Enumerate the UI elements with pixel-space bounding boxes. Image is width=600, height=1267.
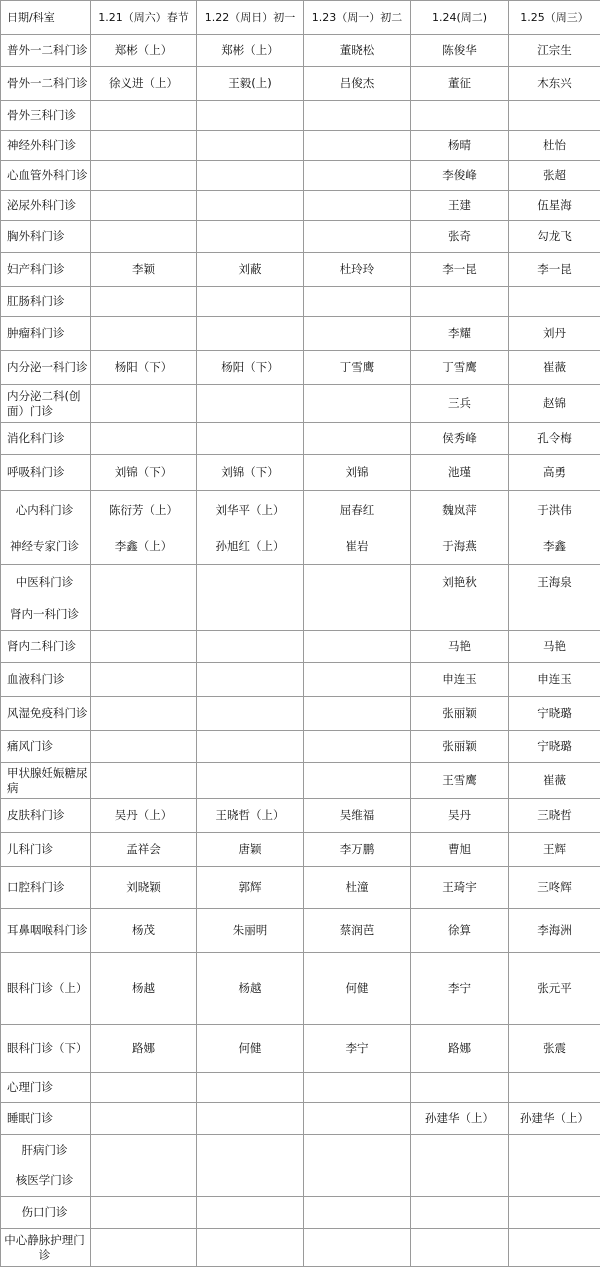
doctor-cell: [197, 101, 304, 131]
doctor-cell: [509, 101, 600, 131]
doctor-cell: [91, 317, 197, 351]
doctor-cell: [91, 1197, 197, 1229]
day-header: 1.24(周二): [411, 1, 509, 35]
doctor-cell: 张丽颖: [411, 731, 509, 763]
doctor-cell: [509, 1197, 600, 1229]
doctor-cell: [411, 1165, 509, 1197]
doctor-cell: [411, 1073, 509, 1103]
doctor-cell: 刘晓颖: [91, 867, 197, 909]
table-row: [1, 491, 600, 529]
dept-cell: 皮肤科门诊: [1, 799, 91, 833]
doctor-cell: 李一昆: [411, 253, 509, 287]
doctor-cell: 孙建华（上）: [411, 1103, 509, 1135]
doctor-cell: [91, 631, 197, 663]
dept-cell: 内分泌一科门诊: [1, 351, 91, 385]
doctor-cell: 李海洲: [509, 909, 600, 953]
doctor-cell: 崔薇: [509, 763, 600, 799]
doctor-cell: [91, 763, 197, 799]
doctor-cell: 宁晓璐: [509, 697, 600, 731]
table-row: [1, 799, 600, 833]
doctor-cell: 孔令梅: [509, 423, 600, 455]
dept-cell: 呼吸科门诊: [1, 455, 91, 491]
dept-cell: 肾内二科门诊: [1, 631, 91, 663]
doctor-cell: [509, 287, 600, 317]
doctor-cell: [304, 131, 411, 161]
doctor-cell: 董征: [411, 67, 509, 101]
doctor-cell: 何健: [304, 953, 411, 1025]
dept-cell: 眼科门诊（下）: [1, 1025, 91, 1073]
doctor-cell: [91, 599, 197, 631]
doctor-cell: [197, 191, 304, 221]
doctor-cell: [197, 1165, 304, 1197]
doctor-cell: [411, 101, 509, 131]
doctor-cell: [197, 287, 304, 317]
dept-cell: 泌尿外科门诊: [1, 191, 91, 221]
table-row: [1, 1073, 600, 1103]
table-row: [1, 1103, 600, 1135]
doctor-cell: [91, 423, 197, 455]
doctor-cell: 李俊峰: [411, 161, 509, 191]
doctor-cell: [91, 1073, 197, 1103]
dept-cell: 普外一二科门诊: [1, 35, 91, 67]
day-header: 1.23（周一）初二: [304, 1, 411, 35]
doctor-cell: 徐义进（上）: [91, 67, 197, 101]
dept-cell: 骨外三科门诊: [1, 101, 91, 131]
corner-header: 日期/科室: [1, 1, 91, 35]
table-row: [1, 101, 600, 131]
doctor-cell: 刘蔽: [197, 253, 304, 287]
doctor-cell: [304, 1229, 411, 1267]
doctor-cell: 张丽颖: [411, 697, 509, 731]
dept-cell: 伤口门诊: [1, 1197, 91, 1229]
doctor-cell: 吴丹（上）: [91, 799, 197, 833]
doctor-cell: 崔岩: [304, 529, 411, 565]
doctor-cell: 蔡润芭: [304, 909, 411, 953]
doctor-cell: [304, 161, 411, 191]
doctor-cell: 何健: [197, 1025, 304, 1073]
doctor-cell: 李鑫（上）: [91, 529, 197, 565]
doctor-cell: 伍星海: [509, 191, 600, 221]
doctor-cell: [304, 599, 411, 631]
doctor-cell: [91, 191, 197, 221]
day-header: 1.21（周六）春节: [91, 1, 197, 35]
doctor-cell: 刘丹: [509, 317, 600, 351]
table-row: [1, 1165, 600, 1197]
doctor-cell: [91, 1165, 197, 1197]
dept-cell: 心理门诊: [1, 1073, 91, 1103]
doctor-cell: 于洪伟: [509, 491, 600, 529]
table-row: [1, 317, 600, 351]
doctor-cell: 刘艳秋: [411, 565, 509, 599]
doctor-cell: 杜潼: [304, 867, 411, 909]
doctor-cell: 张超: [509, 161, 600, 191]
doctor-cell: [91, 221, 197, 253]
dept-cell: 肿瘤科门诊: [1, 317, 91, 351]
doctor-cell: 李一昆: [509, 253, 600, 287]
doctor-cell: 申连玉: [509, 663, 600, 697]
doctor-cell: 李宁: [304, 1025, 411, 1073]
doctor-cell: 于海燕: [411, 529, 509, 565]
doctor-cell: [91, 565, 197, 599]
header-row: [1, 1, 600, 35]
table-row: [1, 663, 600, 697]
table-row: [1, 191, 600, 221]
table-row: [1, 867, 600, 909]
table-row: [1, 731, 600, 763]
doctor-cell: [304, 385, 411, 423]
dept-cell: 血液科门诊: [1, 663, 91, 697]
dept-cell: 神经外科门诊: [1, 131, 91, 161]
dept-cell: 耳鼻咽喉科门诊: [1, 909, 91, 953]
doctor-cell: [304, 731, 411, 763]
doctor-cell: [91, 287, 197, 317]
doctor-cell: [304, 697, 411, 731]
table-row: [1, 1135, 600, 1165]
day-header: 1.25（周三）: [509, 1, 600, 35]
doctor-cell: [91, 731, 197, 763]
doctor-cell: [304, 317, 411, 351]
doctor-cell: [304, 763, 411, 799]
doctor-cell: 侯秀峰: [411, 423, 509, 455]
doctor-cell: [197, 599, 304, 631]
doctor-cell: 杨茂: [91, 909, 197, 953]
doctor-cell: 池瑾: [411, 455, 509, 491]
doctor-cell: [509, 1073, 600, 1103]
doctor-cell: [304, 1103, 411, 1135]
doctor-cell: 董晓松: [304, 35, 411, 67]
doctor-cell: [197, 663, 304, 697]
doctor-cell: [304, 1135, 411, 1165]
doctor-cell: 马艳: [509, 631, 600, 663]
doctor-cell: [509, 599, 600, 631]
doctor-cell: 李鑫: [509, 529, 600, 565]
doctor-cell: 申连玉: [411, 663, 509, 697]
table-row: [1, 909, 600, 953]
dept-cell: 胸外科门诊: [1, 221, 91, 253]
dept-cell: 心内科门诊: [1, 491, 91, 529]
doctor-cell: 丁雪鹰: [304, 351, 411, 385]
doctor-cell: 杨越: [91, 953, 197, 1025]
doctor-cell: 屈春红: [304, 491, 411, 529]
doctor-cell: 三兵: [411, 385, 509, 423]
dept-cell: 骨外一二科门诊: [1, 67, 91, 101]
doctor-cell: [197, 317, 304, 351]
doctor-cell: 杨越: [197, 953, 304, 1025]
doctor-cell: 路娜: [411, 1025, 509, 1073]
table-row: [1, 221, 600, 253]
doctor-cell: 三咚辉: [509, 867, 600, 909]
doctor-cell: 李颖: [91, 253, 197, 287]
doctor-cell: 刘锦（下）: [91, 455, 197, 491]
doctor-cell: [411, 1135, 509, 1165]
doctor-cell: [197, 131, 304, 161]
doctor-cell: [197, 565, 304, 599]
doctor-cell: [411, 1229, 509, 1267]
table-row: [1, 599, 600, 631]
doctor-cell: [91, 131, 197, 161]
doctor-cell: 杜怡: [509, 131, 600, 161]
doctor-cell: 杜玲玲: [304, 253, 411, 287]
doctor-cell: 马艳: [411, 631, 509, 663]
doctor-cell: 吴丹: [411, 799, 509, 833]
doctor-cell: 郑彬（上）: [197, 35, 304, 67]
dept-cell: 痛风门诊: [1, 731, 91, 763]
doctor-cell: [304, 423, 411, 455]
dept-cell: 神经专家门诊: [1, 529, 91, 565]
dept-cell: 内分泌二科(创面）门诊: [1, 385, 91, 423]
doctor-cell: [91, 1229, 197, 1267]
doctor-cell: [304, 565, 411, 599]
table-row: [1, 287, 600, 317]
dept-cell: 核医学门诊: [1, 1165, 91, 1197]
dept-cell: 甲状腺妊娠糖尿病: [1, 763, 91, 799]
table-row: [1, 455, 600, 491]
doctor-cell: [197, 1135, 304, 1165]
table-row: [1, 351, 600, 385]
doctor-cell: 崔薇: [509, 351, 600, 385]
doctor-cell: [411, 287, 509, 317]
table-row: [1, 565, 600, 599]
doctor-cell: 孟祥会: [91, 833, 197, 867]
doctor-cell: 杨阳（下）: [197, 351, 304, 385]
doctor-cell: 路娜: [91, 1025, 197, 1073]
doctor-cell: 吴维福: [304, 799, 411, 833]
doctor-cell: 吕俊杰: [304, 67, 411, 101]
doctor-cell: 王毅(上): [197, 67, 304, 101]
table-row: [1, 1229, 600, 1267]
doctor-cell: [197, 763, 304, 799]
doctor-cell: 陈衍芳（上）: [91, 491, 197, 529]
doctor-cell: 刘锦: [304, 455, 411, 491]
dept-cell: 肾内一科门诊: [1, 599, 91, 631]
table-row: [1, 763, 600, 799]
table-row: [1, 1197, 600, 1229]
doctor-cell: [197, 385, 304, 423]
doctor-cell: 江宗生: [509, 35, 600, 67]
doctor-cell: [304, 221, 411, 253]
doctor-cell: [411, 599, 509, 631]
dept-cell: 风湿免疫科门诊: [1, 697, 91, 731]
doctor-cell: [197, 697, 304, 731]
doctor-cell: 王晓哲（上）: [197, 799, 304, 833]
doctor-cell: 曹旭: [411, 833, 509, 867]
table-row: [1, 697, 600, 731]
doctor-cell: 王雪鹰: [411, 763, 509, 799]
doctor-cell: 张震: [509, 1025, 600, 1073]
doctor-cell: [91, 385, 197, 423]
table-row: [1, 131, 600, 161]
doctor-cell: [304, 631, 411, 663]
dept-cell: 妇产科门诊: [1, 253, 91, 287]
doctor-cell: 王琦宇: [411, 867, 509, 909]
table-row: [1, 631, 600, 663]
doctor-cell: [197, 731, 304, 763]
table-row: [1, 423, 600, 455]
table-row: [1, 35, 600, 67]
dept-cell: 消化科门诊: [1, 423, 91, 455]
doctor-cell: 丁雪鹰: [411, 351, 509, 385]
dept-cell: 口腔科门诊: [1, 867, 91, 909]
doctor-cell: 郑彬（上）: [91, 35, 197, 67]
table-row: [1, 161, 600, 191]
doctor-cell: 李耀: [411, 317, 509, 351]
doctor-cell: [197, 221, 304, 253]
doctor-cell: [91, 697, 197, 731]
doctor-cell: [91, 101, 197, 131]
doctor-cell: [509, 1135, 600, 1165]
doctor-cell: 王海泉: [509, 565, 600, 599]
doctor-cell: 赵锦: [509, 385, 600, 423]
doctor-cell: [304, 663, 411, 697]
doctor-cell: [304, 191, 411, 221]
table-row: [1, 253, 600, 287]
doctor-cell: 刘锦（下）: [197, 455, 304, 491]
dept-cell: 眼科门诊（上）: [1, 953, 91, 1025]
doctor-cell: [91, 1103, 197, 1135]
doctor-cell: 朱丽明: [197, 909, 304, 953]
doctor-cell: 孙旭红（上）: [197, 529, 304, 565]
doctor-cell: [197, 1103, 304, 1135]
doctor-cell: 陈俊华: [411, 35, 509, 67]
doctor-cell: 李宁: [411, 953, 509, 1025]
doctor-cell: [509, 1229, 600, 1267]
doctor-cell: [411, 1197, 509, 1229]
doctor-cell: 勾龙飞: [509, 221, 600, 253]
table-row: [1, 833, 600, 867]
doctor-cell: [91, 161, 197, 191]
dept-cell: 中医科门诊: [1, 565, 91, 599]
doctor-cell: [304, 1197, 411, 1229]
doctor-cell: [197, 1073, 304, 1103]
doctor-cell: 刘华平（上）: [197, 491, 304, 529]
table-row: [1, 953, 600, 1025]
doctor-cell: [197, 1229, 304, 1267]
dept-cell: 睡眠门诊: [1, 1103, 91, 1135]
doctor-cell: [91, 663, 197, 697]
table-row: [1, 67, 600, 101]
dept-cell: 肝病门诊: [1, 1135, 91, 1165]
table-row: [1, 1025, 600, 1073]
doctor-cell: [509, 1165, 600, 1197]
doctor-cell: 木东兴: [509, 67, 600, 101]
doctor-cell: 杨晴: [411, 131, 509, 161]
doctor-cell: 魏岚萍: [411, 491, 509, 529]
dept-cell: 儿科门诊: [1, 833, 91, 867]
doctor-cell: 徐算: [411, 909, 509, 953]
doctor-cell: 高勇: [509, 455, 600, 491]
doctor-cell: 张奇: [411, 221, 509, 253]
table-row: [1, 385, 600, 423]
doctor-cell: 李万鹏: [304, 833, 411, 867]
day-header: 1.22（周日）初一: [197, 1, 304, 35]
doctor-cell: 杨阳（下）: [91, 351, 197, 385]
doctor-cell: 王建: [411, 191, 509, 221]
doctor-cell: 三晓哲: [509, 799, 600, 833]
doctor-cell: 宁晓璐: [509, 731, 600, 763]
dept-cell: 肛肠科门诊: [1, 287, 91, 317]
doctor-cell: 张元平: [509, 953, 600, 1025]
doctor-cell: [304, 1165, 411, 1197]
doctor-cell: [197, 631, 304, 663]
doctor-cell: [197, 423, 304, 455]
doctor-cell: [197, 161, 304, 191]
doctor-cell: [304, 1073, 411, 1103]
doctor-cell: 唐颖: [197, 833, 304, 867]
doctor-cell: [91, 1135, 197, 1165]
doctor-cell: [304, 287, 411, 317]
doctor-cell: 孙建华（上）: [509, 1103, 600, 1135]
dept-cell: 中心静脉护理门诊: [1, 1229, 91, 1267]
table-row: [1, 529, 600, 565]
doctor-cell: [304, 101, 411, 131]
doctor-cell: 郭辉: [197, 867, 304, 909]
doctor-cell: 王辉: [509, 833, 600, 867]
doctor-cell: [197, 1197, 304, 1229]
dept-cell: 心血管外科门诊: [1, 161, 91, 191]
